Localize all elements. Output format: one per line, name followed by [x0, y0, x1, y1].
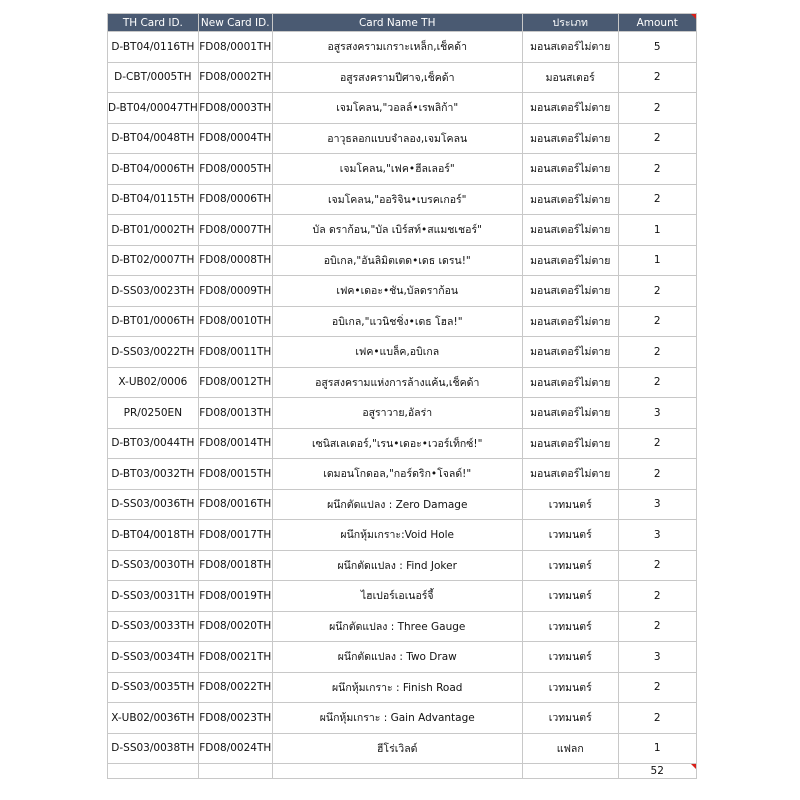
card-type-cell[interactable]: มอนสเตอร์ไม่ตาย	[522, 93, 618, 124]
card-name-cell[interactable]: เจมโคลน,"วอลล์•เรพลิก้า"	[272, 93, 522, 124]
new-card-id-cell[interactable]: FD08/0003TH	[198, 93, 272, 124]
table-body	[108, 32, 697, 764]
amount-cell[interactable]: 5	[618, 32, 696, 63]
card-type-cell[interactable]: มอนสเตอร์ไม่ตาย	[522, 154, 618, 185]
card-name-cell[interactable]: ฮีโร่เวิลด์	[272, 733, 522, 764]
card-name-cell[interactable]: อสูรสงครามปีศาจ,เช็คด้า	[272, 62, 522, 93]
header-type[interactable]: ประเภท	[522, 14, 618, 32]
table-row	[108, 611, 697, 642]
card-name-cell[interactable]: เฟค•แบล็ค,อบิเกล	[272, 337, 522, 368]
card-name-cell[interactable]: ผนึกตัดแปลง : Find Joker	[272, 550, 522, 581]
table-row	[108, 489, 697, 520]
card-list-table	[107, 13, 697, 779]
table-cell[interactable]	[108, 764, 199, 779]
card-name-cell[interactable]: เจมโคลน,"เฟค•ฮีลเลอร์"	[272, 154, 522, 185]
table-row	[108, 520, 697, 551]
card-name-cell[interactable]: เดมอนโกดอล,"กอร์ดริก•โจลด์!"	[272, 459, 522, 490]
amount-cell[interactable]: 1	[618, 215, 696, 246]
table-cell[interactable]	[272, 764, 522, 779]
card-type-cell[interactable]: เวทมนตร์	[522, 672, 618, 703]
amount-cell[interactable]: 2	[618, 611, 696, 642]
amount-cell[interactable]: 2	[618, 62, 696, 93]
th-card-id-cell[interactable]: D-SS03/0035TH	[108, 672, 199, 703]
th-card-id-cell[interactable]: D-SS03/0022TH	[108, 337, 199, 368]
th-card-id-cell[interactable]: D-CBT/0005TH	[108, 62, 199, 93]
new-card-id-cell[interactable]: FD08/0004TH	[198, 123, 272, 154]
table-cell[interactable]	[522, 764, 618, 779]
amount-cell[interactable]: 2	[618, 306, 696, 337]
th-card-id-cell[interactable]: X-UB02/0006	[108, 367, 199, 398]
table-row	[108, 306, 697, 337]
card-type-cell[interactable]: มอนสเตอร์ไม่ตาย	[522, 337, 618, 368]
amount-cell[interactable]: 2	[618, 581, 696, 612]
card-name-cell[interactable]: เฟค•เดอะ•ชัน,บัลดราก้อน	[272, 276, 522, 307]
amount-cell[interactable]: 3	[618, 489, 696, 520]
amount-cell[interactable]: 3	[618, 642, 696, 673]
table-row	[108, 703, 697, 734]
th-card-id-cell[interactable]: D-BT04/0116TH	[108, 32, 199, 63]
table-row	[108, 672, 697, 703]
table-row	[108, 245, 697, 276]
table-row	[108, 337, 697, 368]
total-amount: 52	[650, 765, 664, 777]
new-card-id-cell[interactable]: FD08/0009TH	[198, 276, 272, 307]
card-type-cell[interactable]: มอนสเตอร์	[522, 62, 618, 93]
card-name-cell[interactable]: บัล ดราก้อน,"บัล เบิร์สท์•สแมชเชอร์"	[272, 215, 522, 246]
header-new-card-id[interactable]: New Card ID.	[198, 14, 272, 32]
amount-cell[interactable]: 2	[618, 123, 696, 154]
new-card-id-cell[interactable]: FD08/0020TH	[198, 611, 272, 642]
table-row	[108, 733, 697, 764]
th-card-id-cell[interactable]: D-SS03/0023TH	[108, 276, 199, 307]
new-card-id-cell[interactable]: FD08/0006TH	[198, 184, 272, 215]
header-th-card-id[interactable]: TH Card ID.	[108, 14, 199, 32]
card-type-cell[interactable]: เวทมนตร์	[522, 581, 618, 612]
new-card-id-cell[interactable]: FD08/0021TH	[198, 642, 272, 673]
card-type-cell[interactable]: มอนสเตอร์ไม่ตาย	[522, 367, 618, 398]
amount-cell[interactable]: 2	[618, 367, 696, 398]
card-type-cell[interactable]: มอนสเตอร์ไม่ตาย	[522, 245, 618, 276]
amount-cell[interactable]: 1	[618, 245, 696, 276]
new-card-id-cell[interactable]: FD08/0005TH	[198, 154, 272, 185]
card-type-cell[interactable]: แฟลก	[522, 733, 618, 764]
card-type-cell[interactable]: เวทมนตร์	[522, 611, 618, 642]
card-type-cell[interactable]: เวทมนตร์	[522, 520, 618, 551]
table-row	[108, 642, 697, 673]
th-card-id-cell[interactable]: D-SS03/0031TH	[108, 581, 199, 612]
card-name-cell[interactable]: ผนึกตัดแปลง : Two Draw	[272, 642, 522, 673]
table-row	[108, 32, 697, 63]
table-row	[108, 93, 697, 124]
th-card-id-cell[interactable]: D-BT01/0002TH	[108, 215, 199, 246]
card-name-cell[interactable]: อสูราวาย,อัลร่า	[272, 398, 522, 429]
card-type-cell[interactable]: เวทมนตร์	[522, 703, 618, 734]
table-row	[108, 581, 697, 612]
table-row	[108, 154, 697, 185]
th-card-id-cell[interactable]: D-BT04/0115TH	[108, 184, 199, 215]
th-card-id-cell[interactable]: D-SS03/0038TH	[108, 733, 199, 764]
table-row	[108, 398, 697, 429]
new-card-id-cell[interactable]: FD08/0019TH	[198, 581, 272, 612]
amount-cell[interactable]: 2	[618, 184, 696, 215]
new-card-id-cell[interactable]: FD08/0011TH	[198, 337, 272, 368]
new-card-id-cell[interactable]: FD08/0008TH	[198, 245, 272, 276]
th-card-id-cell[interactable]: X-UB02/0036TH	[108, 703, 199, 734]
th-card-id-cell[interactable]: D-BT03/0044TH	[108, 428, 199, 459]
card-type-cell[interactable]: มอนสเตอร์ไม่ตาย	[522, 428, 618, 459]
card-name-cell[interactable]: ไฮเปอร์เอเนอร์จี้	[272, 581, 522, 612]
card-name-cell[interactable]: ผนึกตัดแปลง : Zero Damage	[272, 489, 522, 520]
total-row	[108, 764, 697, 779]
header-amount[interactable]	[618, 14, 696, 32]
new-card-id-cell[interactable]: FD08/0023TH	[198, 703, 272, 734]
table-row	[108, 215, 697, 246]
new-card-id-cell[interactable]: FD08/0014TH	[198, 428, 272, 459]
table-row	[108, 428, 697, 459]
new-card-id-cell[interactable]: FD08/0017TH	[198, 520, 272, 551]
new-card-id-cell[interactable]: FD08/0022TH	[198, 672, 272, 703]
card-type-cell[interactable]: มอนสเตอร์ไม่ตาย	[522, 123, 618, 154]
new-card-id-cell[interactable]: FD08/0010TH	[198, 306, 272, 337]
amount-cell[interactable]: 2	[618, 672, 696, 703]
table-row	[108, 367, 697, 398]
new-card-id-cell[interactable]: FD08/0012TH	[198, 367, 272, 398]
card-type-cell[interactable]: มอนสเตอร์ไม่ตาย	[522, 184, 618, 215]
table-row	[108, 184, 697, 215]
th-card-id-cell[interactable]: D-SS03/0036TH	[108, 489, 199, 520]
amount-cell[interactable]: 1	[618, 733, 696, 764]
new-card-id-cell[interactable]: FD08/0007TH	[198, 215, 272, 246]
th-card-id-cell[interactable]: D-BT04/00047TH	[108, 93, 199, 124]
comment-indicator-icon[interactable]	[691, 14, 696, 19]
th-card-id-cell[interactable]: D-BT04/0018TH	[108, 520, 199, 551]
th-card-id-cell[interactable]: D-SS03/0030TH	[108, 550, 199, 581]
table-row	[108, 459, 697, 490]
card-name-cell[interactable]: อสูรสงครามแห่งการล้างแค้น,เช็คด้า	[272, 367, 522, 398]
amount-cell[interactable]: 2	[618, 154, 696, 185]
amount-cell[interactable]: 2	[618, 337, 696, 368]
amount-cell[interactable]: 2	[618, 703, 696, 734]
total-amount-cell[interactable]	[618, 764, 696, 779]
th-card-id-cell[interactable]: D-BT03/0032TH	[108, 459, 199, 490]
card-name-cell[interactable]: อาวุธลอกแบบจำลอง,เจมโคลน	[272, 123, 522, 154]
amount-cell[interactable]: 2	[618, 428, 696, 459]
amount-cell[interactable]: 2	[618, 276, 696, 307]
amount-cell[interactable]: 2	[618, 93, 696, 124]
header-card-name[interactable]: Card Name TH	[272, 14, 522, 32]
card-type-cell[interactable]: มอนสเตอร์ไม่ตาย	[522, 32, 618, 63]
card-name-cell[interactable]: อบิเกล,"อันลิมิตเตด•เดธ เดรน!"	[272, 245, 522, 276]
table-row	[108, 550, 697, 581]
th-card-id-cell[interactable]: PR/0250EN	[108, 398, 199, 429]
card-name-cell[interactable]: ผนึกตัดแปลง : Three Gauge	[272, 611, 522, 642]
card-name-cell[interactable]: ผนึกหุ้มเกราะ:Void Hole	[272, 520, 522, 551]
th-card-id-cell[interactable]: D-BT04/0006TH	[108, 154, 199, 185]
card-name-cell[interactable]: อบิเกล,"แวนิชชิ่ง•เดธ โฮล!"	[272, 306, 522, 337]
th-card-id-cell[interactable]: D-BT01/0006TH	[108, 306, 199, 337]
new-card-id-cell[interactable]: FD08/0015TH	[198, 459, 272, 490]
header-amount-label: Amount	[636, 16, 678, 29]
th-card-id-cell[interactable]: D-SS03/0033TH	[108, 611, 199, 642]
comment-indicator-icon[interactable]	[691, 764, 696, 769]
card-type-cell[interactable]: มอนสเตอร์ไม่ตาย	[522, 276, 618, 307]
new-card-id-cell[interactable]: FD08/0001TH	[198, 32, 272, 63]
th-card-id-cell[interactable]: D-SS03/0034TH	[108, 642, 199, 673]
card-type-cell[interactable]: เวทมนตร์	[522, 642, 618, 673]
amount-cell[interactable]: 3	[618, 398, 696, 429]
card-name-cell[interactable]: อสูรสงครามเกราะเหล็ก,เช็คด้า	[272, 32, 522, 63]
card-type-cell[interactable]: มอนสเตอร์ไม่ตาย	[522, 459, 618, 490]
card-type-cell[interactable]: มอนสเตอร์ไม่ตาย	[522, 398, 618, 429]
table-cell[interactable]	[198, 764, 272, 779]
card-name-cell[interactable]: เซนิสเลเดอร์,"เรน•เดอะ•เวอร์เท็กซ์!"	[272, 428, 522, 459]
card-type-cell[interactable]: เวทมนตร์	[522, 550, 618, 581]
new-card-id-cell[interactable]: FD08/0016TH	[198, 489, 272, 520]
card-type-cell[interactable]: มอนสเตอร์ไม่ตาย	[522, 215, 618, 246]
new-card-id-cell[interactable]: FD08/0013TH	[198, 398, 272, 429]
card-name-cell[interactable]: เจมโคลน,"ออริจิน•เบรคเกอร์"	[272, 184, 522, 215]
new-card-id-cell[interactable]: FD08/0024TH	[198, 733, 272, 764]
card-name-cell[interactable]: ผนึกหุ้มเกราะ : Gain Advantage	[272, 703, 522, 734]
amount-cell[interactable]: 2	[618, 550, 696, 581]
new-card-id-cell[interactable]: FD08/0018TH	[198, 550, 272, 581]
table-row	[108, 62, 697, 93]
card-type-cell[interactable]: มอนสเตอร์ไม่ตาย	[522, 306, 618, 337]
amount-cell[interactable]: 2	[618, 459, 696, 490]
card-name-cell[interactable]: ผนึกหุ้มเกราะ : Finish Road	[272, 672, 522, 703]
table-row	[108, 276, 697, 307]
card-type-cell[interactable]: เวทมนตร์	[522, 489, 618, 520]
th-card-id-cell[interactable]: D-BT02/0007TH	[108, 245, 199, 276]
table-row	[108, 123, 697, 154]
th-card-id-cell[interactable]: D-BT04/0048TH	[108, 123, 199, 154]
header-row	[108, 14, 697, 32]
new-card-id-cell[interactable]: FD08/0002TH	[198, 62, 272, 93]
amount-cell[interactable]: 3	[618, 520, 696, 551]
